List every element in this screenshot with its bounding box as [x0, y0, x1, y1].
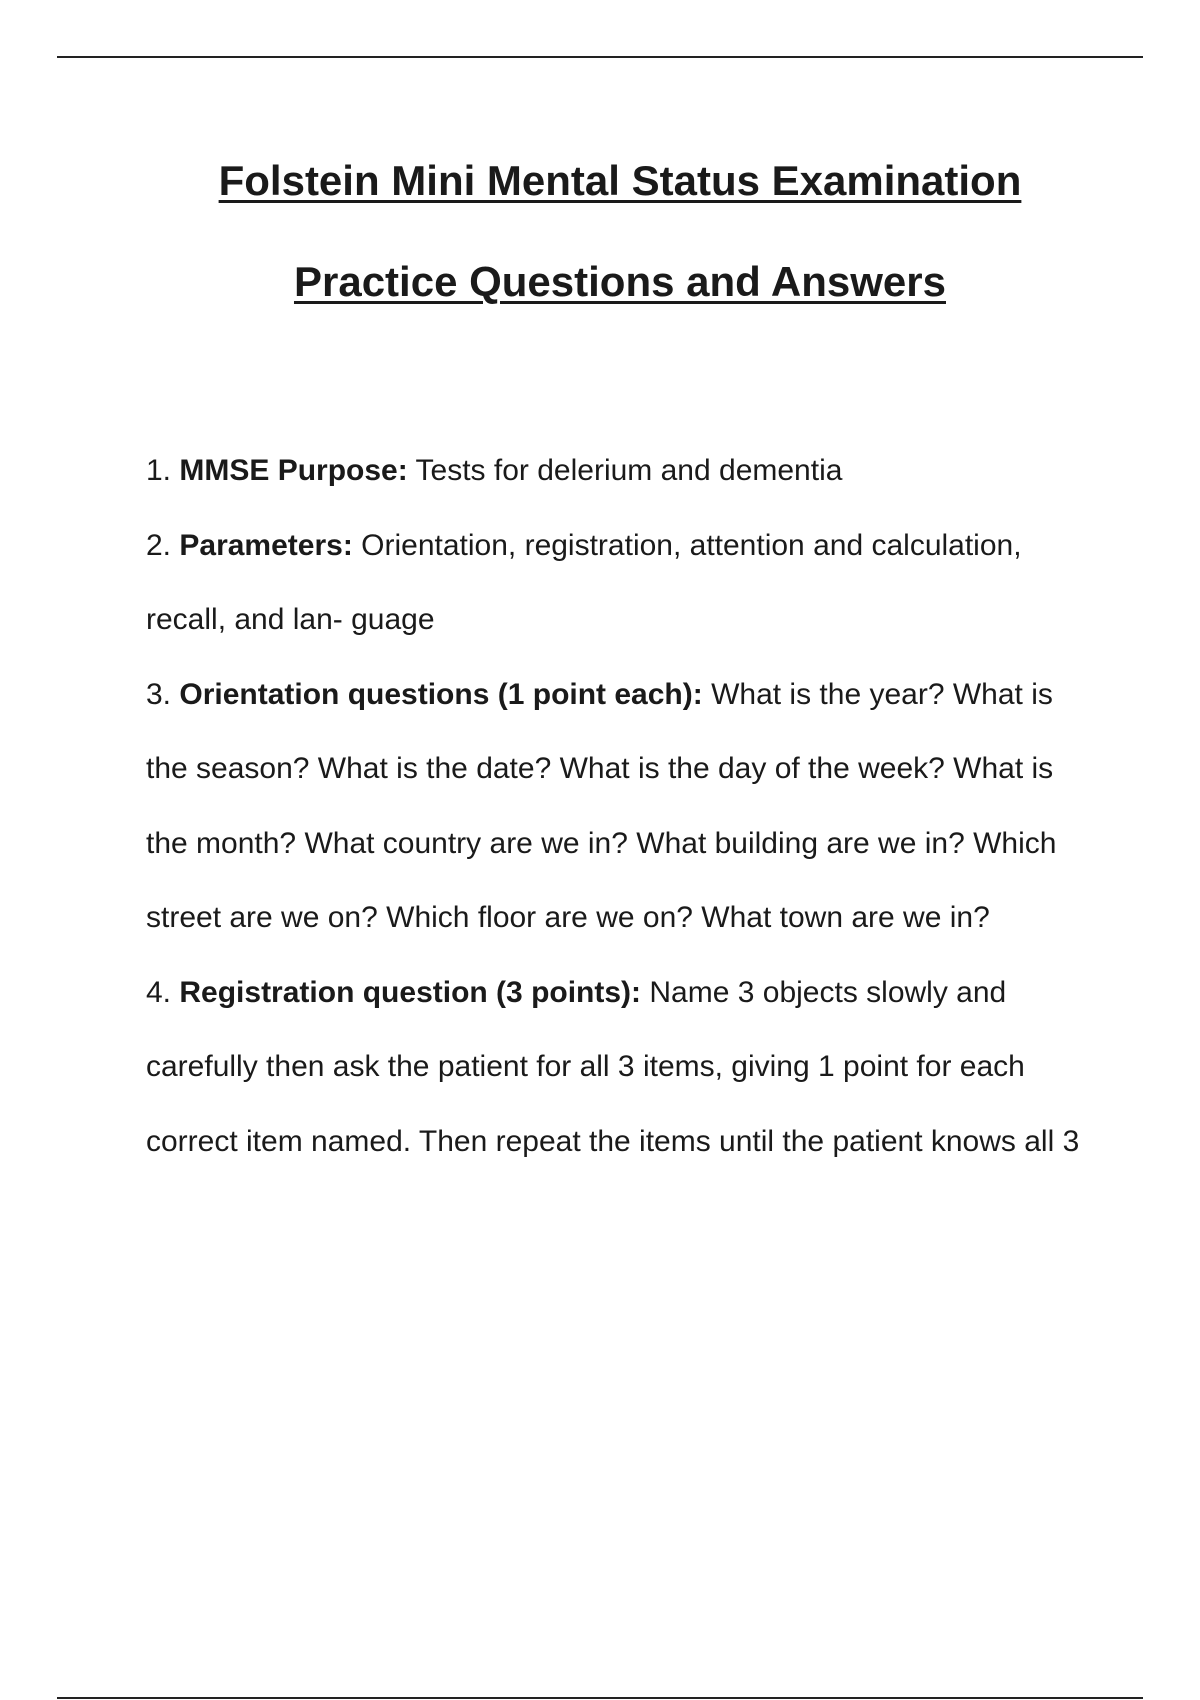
- item-text: What is the year? What is the season? What is the date? What is the day of the week? What is the month? What country are we in? What building are we in? Which street are we on? Which floor are we on? What town are we in?: [146, 677, 1057, 934]
- item-label: MMSE Purpose:: [179, 454, 408, 487]
- item-number: 3.: [146, 677, 172, 711]
- item-text: Orientation, registration, attention and calculation, recall, and lan- guage: [146, 528, 1022, 636]
- item-number: 4.: [146, 975, 172, 1009]
- item-text: Tests for delerium and dementia: [415, 454, 843, 487]
- bottom-divider: [57, 1697, 1143, 1699]
- item-label: Parameters:: [179, 528, 353, 562]
- item-label: Registration question (3 points):: [179, 975, 642, 1009]
- list-item: [146, 658, 1096, 956]
- item-label: Orientation questions (1 point each):: [179, 677, 703, 711]
- question-list: [146, 434, 1096, 1179]
- item-text: Name 3 objects slowly and carefully then ask the patient for all 3 items, giving 1 point for each correct item named. Then repeat the items until the patient knows all 3: [146, 975, 1080, 1158]
- item-number: 2.: [146, 528, 172, 562]
- document-subtitle: Practice Questions and Answers: [293, 258, 946, 305]
- list-item: [146, 956, 1096, 1180]
- item-number: 1.: [146, 454, 172, 487]
- list-item: [146, 434, 1096, 509]
- document-title: Folstein Mini Mental Status Examination: [218, 157, 1022, 204]
- list-item: [146, 509, 1096, 658]
- top-divider: [57, 56, 1143, 58]
